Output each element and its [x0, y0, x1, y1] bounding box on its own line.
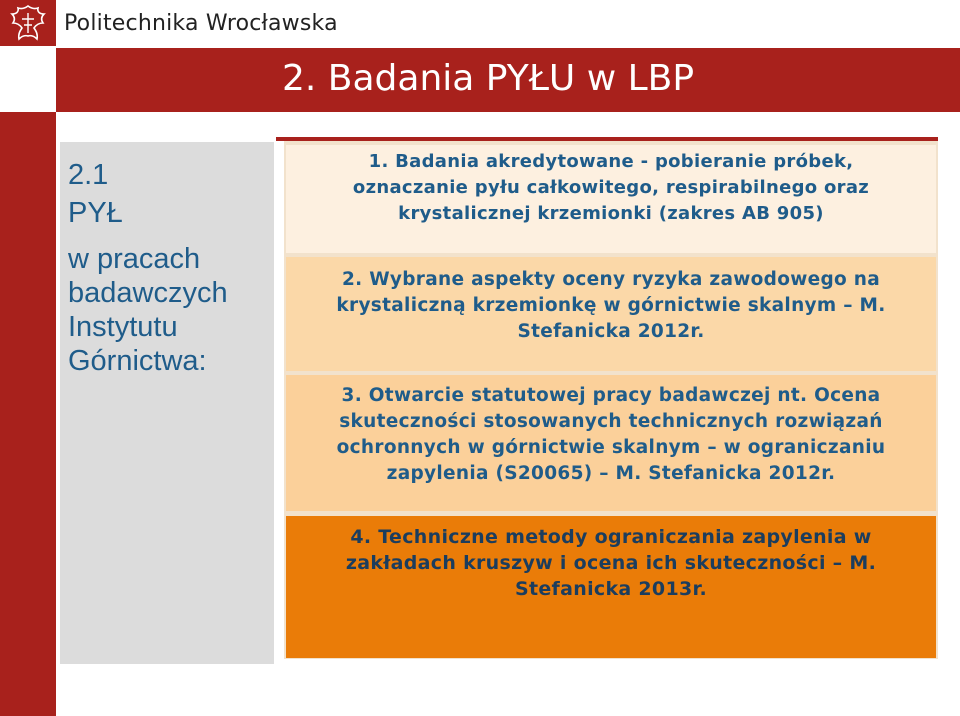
list-item-1	[286, 145, 936, 253]
side-heading-line3: w pracach badawczych	[68, 243, 228, 309]
university-logo	[0, 0, 56, 46]
list-item-4	[286, 516, 936, 658]
list-item-3-line: skuteczności stosowanych technicznych rozwiązań	[339, 411, 883, 432]
list-item-3-line: zapylenia (S20065) – M. Stefanicka 2012r.	[386, 463, 836, 484]
list-item-4-line: Stefanicka 2013r.	[515, 578, 707, 600]
university-name: Politechnika Wrocławska	[64, 11, 338, 36]
side-panel	[60, 142, 274, 664]
list-item-1-line: 1. Badania akredytowane - pobieranie próbek,	[368, 151, 854, 172]
list-item-3-line: ochronnych w górnictwie skalnym – w ograniczaniu	[336, 437, 886, 458]
eagle-emblem-icon	[7, 3, 49, 43]
side-heading	[68, 158, 272, 378]
page-title: 2. Badania PYŁU w LBP	[282, 58, 695, 99]
list-item-1-line: oznaczanie pyłu całkowitego, respirabilnego oraz	[352, 177, 870, 198]
list-item-3	[286, 375, 936, 511]
list-item-4-line: zakładach kruszyw i ocena ich skuteczności – M.	[345, 552, 877, 574]
list-item-1-line: krystalicznej krzemionki (zakres AB 905)	[398, 203, 824, 224]
left-decorative-strip	[0, 112, 56, 716]
title-bar	[56, 48, 960, 112]
list-item-4-line: 4. Techniczne metody ograniczania zapylenia w	[350, 526, 872, 548]
side-heading-topic: PYŁ	[68, 197, 123, 229]
side-heading-line4: Instytutu Górnictwa:	[68, 311, 207, 377]
side-heading-number: 2.1	[68, 159, 109, 191]
list-item-2-line: 2. Wybrane aspekty oceny ryzyka zawodowego na	[341, 269, 881, 290]
list-item-2-line: Stefanicka 2012r.	[517, 321, 705, 342]
list-item-2	[286, 257, 936, 371]
list-item-2-line: krystaliczną krzemionkę w górnictwie skalnym – M.	[336, 295, 886, 316]
list-item-3-line: 3. Otwarcie statutowej pracy badawczej nt. Ocena	[341, 385, 881, 406]
